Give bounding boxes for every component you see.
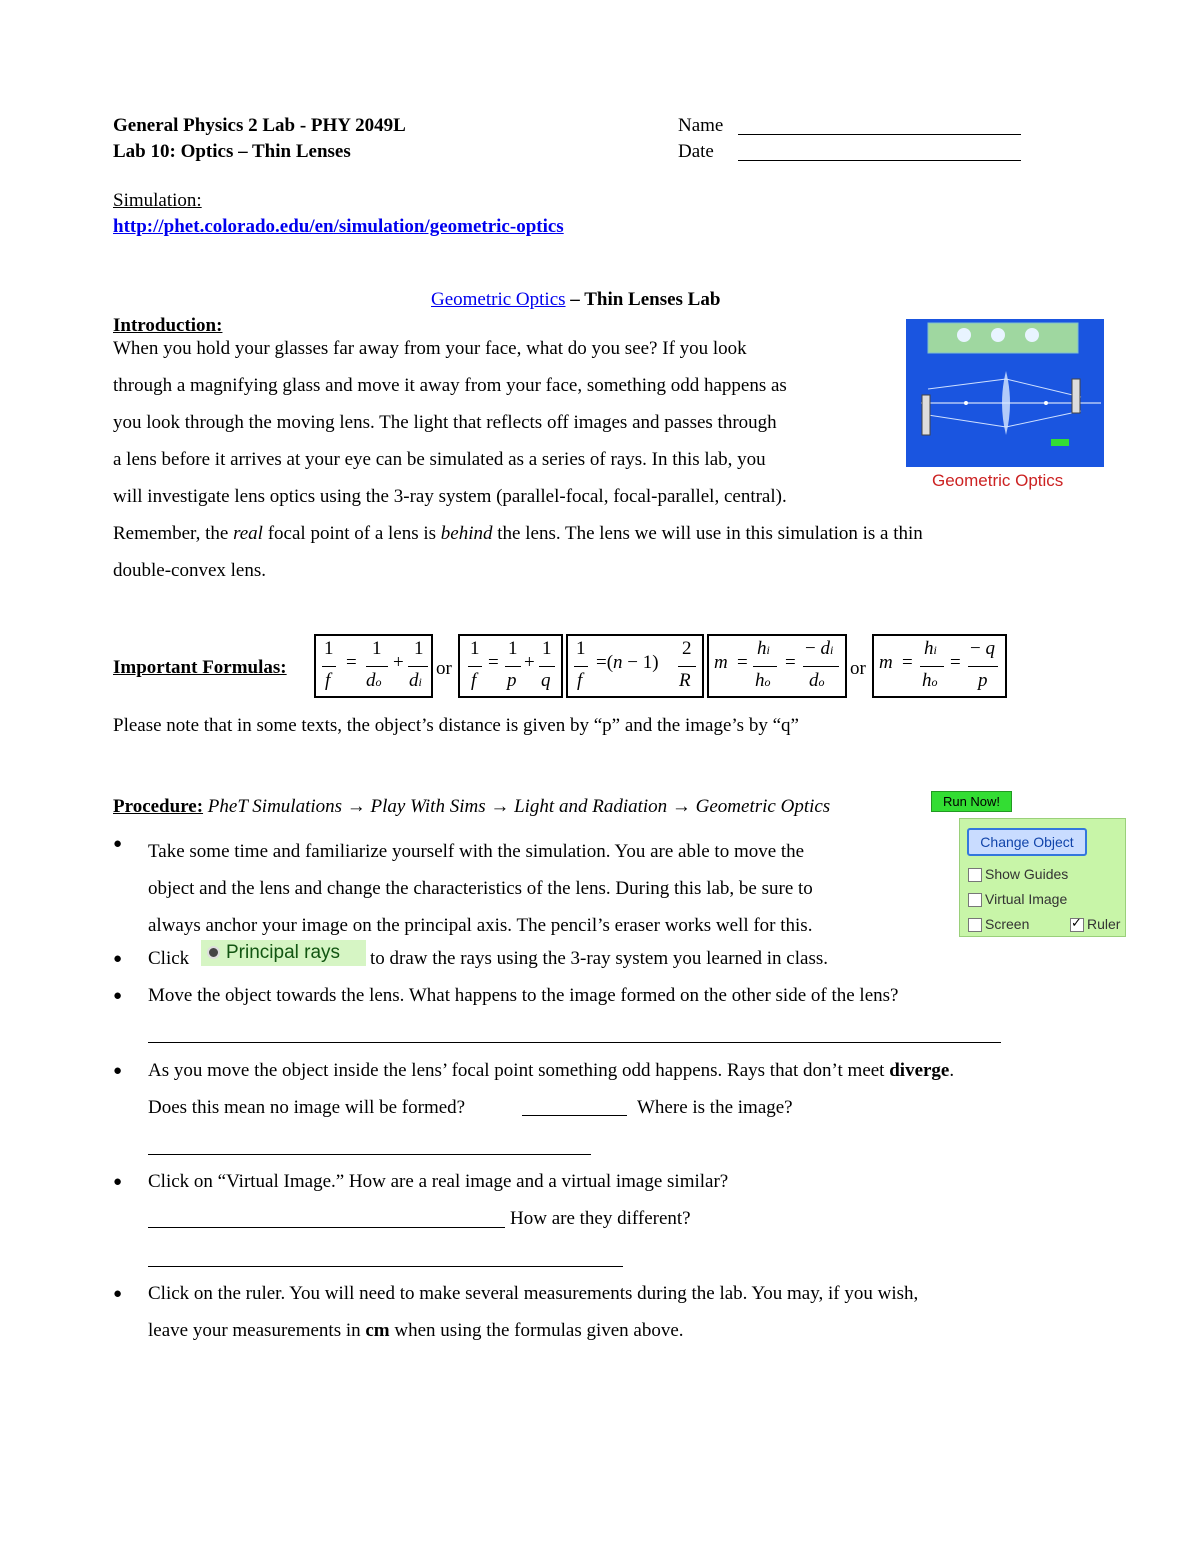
check-icon: ✓ <box>1071 915 1082 931</box>
bullet-1: Take some time and familiarize yourself with the simulation. You are able to move the object and the lens and change the characteristics of the lens. During this lab, be sure to always anchor your image on the principal axis. The pencil’s eraser works well for this. <box>148 841 813 936</box>
intro-line-5: will investigate lens optics using the 3-ray system (parallel-focal, focal-parallel, central). <box>113 486 787 507</box>
virtual-image-checkbox[interactable] <box>968 893 982 907</box>
bullet-icon: ● <box>113 1174 123 1190</box>
lab-heading <box>431 289 720 311</box>
bullet-4-question: Does this mean no image will be formed? <box>148 1097 466 1118</box>
virtual-image-option[interactable]: Virtual Image <box>968 891 1067 907</box>
bullet-icon: ● <box>113 836 123 852</box>
show-guides-option[interactable]: Show Guides <box>968 866 1068 882</box>
radio-selected-icon <box>207 946 220 959</box>
bullet-4-where: Where is the image? <box>637 1097 793 1118</box>
bullet-5-line-1: Click on “Virtual Image.” How are a real image and a virtual image similar? <box>148 1171 729 1192</box>
simulation-thumbnail <box>906 319 1104 467</box>
show-guides-checkbox[interactable] <box>968 868 982 882</box>
formula-lens-equation-pq: 1 f = 1 p + 1 q <box>458 634 563 698</box>
bullet-icon: ● <box>113 1286 123 1302</box>
bullet-5-different: How are they different? <box>510 1208 691 1229</box>
change-object-button[interactable]: Change Object <box>967 828 1087 856</box>
formula-magnification: m = hi ho = − di do <box>707 634 847 698</box>
name-field[interactable] <box>738 134 1021 135</box>
thumbnail-drawing <box>906 319 1104 467</box>
answer-line-4[interactable] <box>148 1227 505 1228</box>
formulas-label: Important Formulas: <box>113 657 287 678</box>
date-field[interactable] <box>738 160 1021 161</box>
bullet-icon: ● <box>113 988 123 1004</box>
intro-line-3: you look through the moving lens. The light that reflects off images and passes through <box>113 412 777 433</box>
bullet-4-line-1: As you move the object inside the lens’ focal point something odd happens. Rays that don’t meet diverge. <box>148 1060 955 1081</box>
procedure-line <box>113 796 830 818</box>
intro-line-1: When you hold your glasses far away from your face, what do you see? If you look <box>113 338 747 359</box>
geometric-optics-link[interactable]: Geometric Optics <box>431 289 566 310</box>
screen-option[interactable]: Screen <box>968 916 1029 932</box>
bullet-icon: ● <box>113 951 123 967</box>
bullet-2-click: Click <box>148 948 190 969</box>
formula-lens-equation: 1 f = 1 do + 1 di <box>314 634 433 698</box>
screen-checkbox[interactable] <box>968 918 982 932</box>
answer-line-2[interactable] <box>522 1115 627 1116</box>
or-1: or <box>436 658 452 679</box>
answer-line-5[interactable] <box>148 1266 623 1267</box>
ruler-option[interactable]: ✓ Ruler <box>1071 915 1121 932</box>
procedure-label: Procedure: <box>113 796 204 817</box>
formula-note: Please note that in some texts, the object’s distance is given by “p” and the image’s by “q” <box>113 715 799 736</box>
bullet-icon: ● <box>113 1063 123 1079</box>
bullet-2-rest: to draw the rays using the 3-ray system you learned in class. <box>370 948 828 969</box>
run-now-button[interactable]: Run Now! <box>931 791 1012 812</box>
bullet-6-line-2: leave your measurements in cm when using the formulas given above. <box>148 1320 684 1341</box>
or-2: or <box>850 658 866 679</box>
answer-line-1[interactable] <box>148 1042 1001 1043</box>
intro-line-2: through a magnifying glass and move it away from your face, something odd happens as <box>113 375 787 396</box>
ruler-checkbox[interactable] <box>1070 915 1084 932</box>
intro-line-7: double-convex lens. <box>113 560 267 581</box>
simulation-label: Simulation: <box>113 190 202 211</box>
lab-heading-rest: – Thin Lenses Lab <box>565 289 721 310</box>
course-title: General Physics 2 Lab - PHY 2049L <box>113 115 406 136</box>
thumbnail-caption: Geometric Optics <box>932 471 1064 490</box>
name-label: Name <box>678 115 724 136</box>
intro-line-4: a lens before it arrives at your eye can be simulated as a series of rays. In this lab, you <box>113 449 766 470</box>
control-panel <box>959 818 1126 937</box>
formula-lensmaker: 1 f =(n − 1) 2 R <box>566 634 704 698</box>
bullet-3: Move the object towards the lens. What happens to the image formed on the other side of the lens? <box>148 985 899 1006</box>
procedure-path: PheT Simulations → Play With Sims → Light and Radiation → Geometric Optics <box>203 796 831 817</box>
principal-rays-option[interactable]: Principal rays <box>201 940 366 966</box>
answer-line-3[interactable] <box>148 1154 591 1155</box>
formula-magnification-pq: m = hi ho = − q p <box>872 634 1007 698</box>
intro-heading: Introduction: <box>113 315 223 336</box>
intro-line-6: Remember, the real focal point of a lens is behind the lens. The lens we will use in this simulation is a thin <box>113 523 923 544</box>
bullet-6-line-1: Click on the ruler. You will need to make several measurements during the lab. You may, if you wish, <box>148 1283 919 1304</box>
simulation-link[interactable]: http://phet.colorado.edu/en/simulation/geometric-optics <box>113 216 564 237</box>
date-label: Date <box>678 141 714 162</box>
lab-title: Lab 10: Optics – Thin Lenses <box>113 141 351 162</box>
